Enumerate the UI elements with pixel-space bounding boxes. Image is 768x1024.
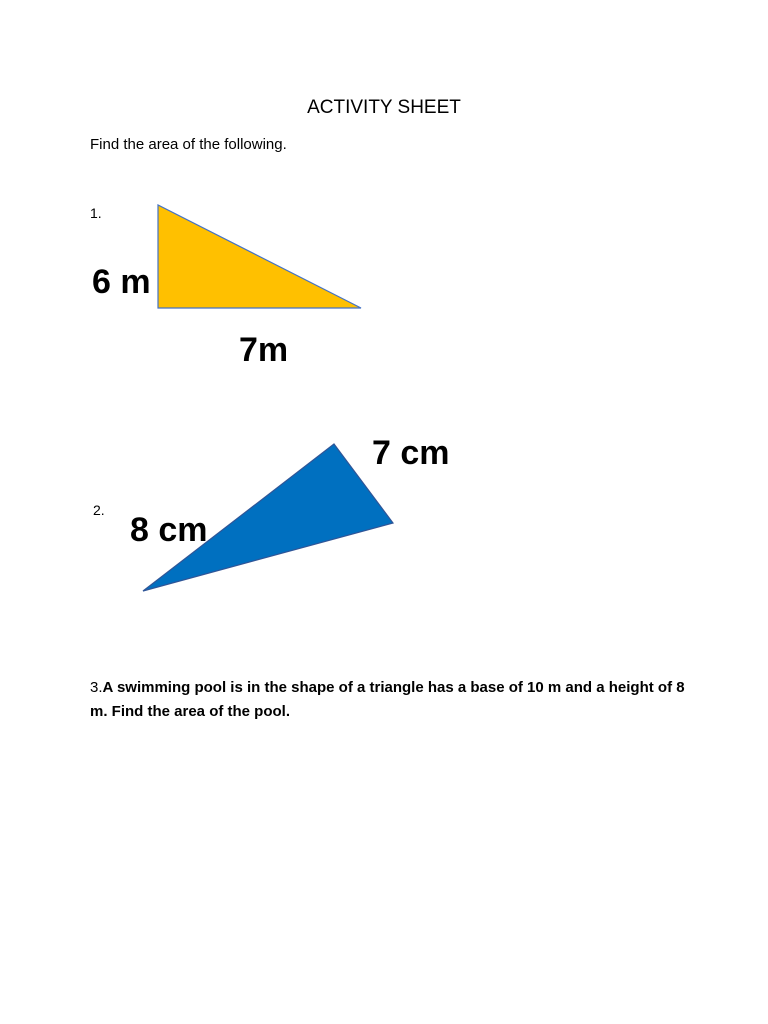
problem-2-side-a-label: 7 cm — [372, 434, 450, 472]
problem-1-height-label: 6 m — [92, 263, 151, 301]
problem-1-base-label: 7m — [239, 331, 289, 369]
problem-3-text: A swimming pool is in the shape of a triangle has a base of 10 m and a height of 8 m. Find the area of the pool. — [90, 679, 685, 720]
page-title: ACTIVITY SHEET — [307, 97, 461, 118]
problem-1-number: 1. — [90, 205, 102, 221]
problem-3 — [90, 676, 690, 724]
problem-2-side-b-label: 8 cm — [130, 511, 208, 549]
problem-1-right-triangle — [158, 205, 361, 308]
instruction-text: Find the area of the following. — [90, 136, 287, 153]
problem-3-number: 3. — [90, 679, 103, 696]
problem-2-number: 2. — [93, 502, 105, 518]
